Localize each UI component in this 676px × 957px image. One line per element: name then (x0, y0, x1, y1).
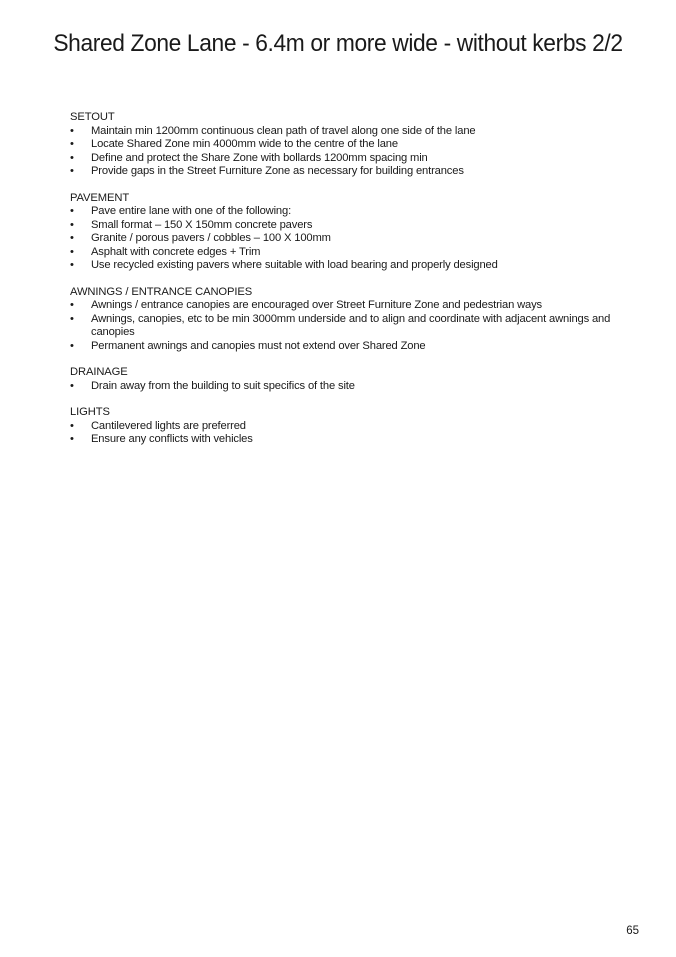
section-awnings (70, 286, 630, 354)
bullet-list (70, 420, 630, 447)
page-number: 65 (626, 925, 639, 937)
list-item-text: Pave entire lane with one of the following: (91, 205, 292, 217)
list-item (70, 433, 630, 447)
list-item-text: Cantilevered lights are preferred (91, 419, 246, 432)
section-lights (70, 406, 630, 447)
bullet-icon: • (70, 312, 74, 325)
list-item-text: Drain away from the building to suit speciﬁcs of the site (91, 379, 355, 392)
list-item-text: Locate Shared Zone min 4000mm wide to the centre of the lane (91, 138, 398, 150)
section-drainage (70, 366, 630, 393)
list-item (70, 299, 630, 313)
bullet-icon: • (70, 138, 74, 150)
bullet-list (70, 299, 630, 353)
list-item (70, 125, 630, 139)
bullet-icon: • (70, 151, 74, 164)
section-pavement (70, 192, 630, 273)
bullet-icon: • (70, 259, 74, 271)
section-heading: AWNINGS / ENTRANCE CANOPIES (70, 285, 253, 298)
list-item (70, 165, 630, 179)
bullet-list (70, 205, 630, 273)
list-item (70, 259, 630, 273)
list-item (70, 380, 630, 394)
list-item (70, 420, 630, 434)
page-title: Shared Zone Lane - 6.4m or more wide - without kerbs 2/2 (53, 30, 623, 57)
list-item-text: Small format – 150 X 150mm concrete pavers (91, 218, 313, 231)
section-setout (70, 111, 630, 179)
list-item-text: Granite / porous pavers / cobbles – 100 X 100mm (91, 232, 331, 244)
list-item-text: Ensure any conﬂicts with vehicles (91, 433, 253, 445)
bullet-icon: • (70, 124, 74, 137)
bullet-icon: • (70, 218, 74, 231)
list-item-text: Provide gaps in the Street Furniture Zone as necessary for building entrances (91, 165, 464, 177)
bullet-icon: • (70, 339, 74, 352)
list-item (70, 138, 630, 152)
bullet-icon: • (70, 232, 74, 244)
list-item (70, 340, 630, 354)
bullet-icon: • (70, 433, 74, 445)
list-item (70, 246, 630, 260)
list-item-text: Awnings / entrance canopies are encouraged over Street Furniture Zone and pedestrian ways (91, 299, 543, 311)
list-item-text: Use recycled existing pavers where suitable with load bearing and properly designed (91, 259, 498, 271)
section-heading: SETOUT (70, 111, 115, 123)
section-heading: PAVEMENT (70, 191, 130, 204)
bullet-icon: • (70, 299, 74, 311)
bullet-list (70, 380, 630, 394)
list-item-text: Asphalt with concrete edges + Trim (91, 245, 261, 258)
section-heading: DRAINAGE (70, 366, 128, 378)
section-heading: LIGHTS (70, 406, 110, 418)
bullet-icon: • (70, 419, 74, 432)
bullet-list (70, 125, 630, 179)
bullet-icon: • (70, 165, 74, 177)
list-item-text: Awnings, canopies, etc to be min 3000mm underside and to align and coordinate with adjacent awnings and canopies (91, 312, 611, 338)
list-item-text: Deﬁne and protect the Share Zone with bollards 1200mm spacing min (91, 151, 428, 164)
bullet-icon: • (70, 205, 74, 217)
bullet-icon: • (70, 379, 74, 392)
list-item-text: Permanent awnings and canopies must not extend over Shared Zone (91, 339, 426, 352)
spec-content (70, 111, 630, 460)
list-item (70, 219, 630, 233)
list-item (70, 152, 630, 166)
list-item (70, 205, 630, 219)
list-item (70, 313, 630, 340)
list-item (70, 232, 630, 246)
list-item-text: Maintain min 1200mm continuous clean path of travel along one side of the lane (91, 124, 476, 137)
bullet-icon: • (70, 245, 74, 258)
